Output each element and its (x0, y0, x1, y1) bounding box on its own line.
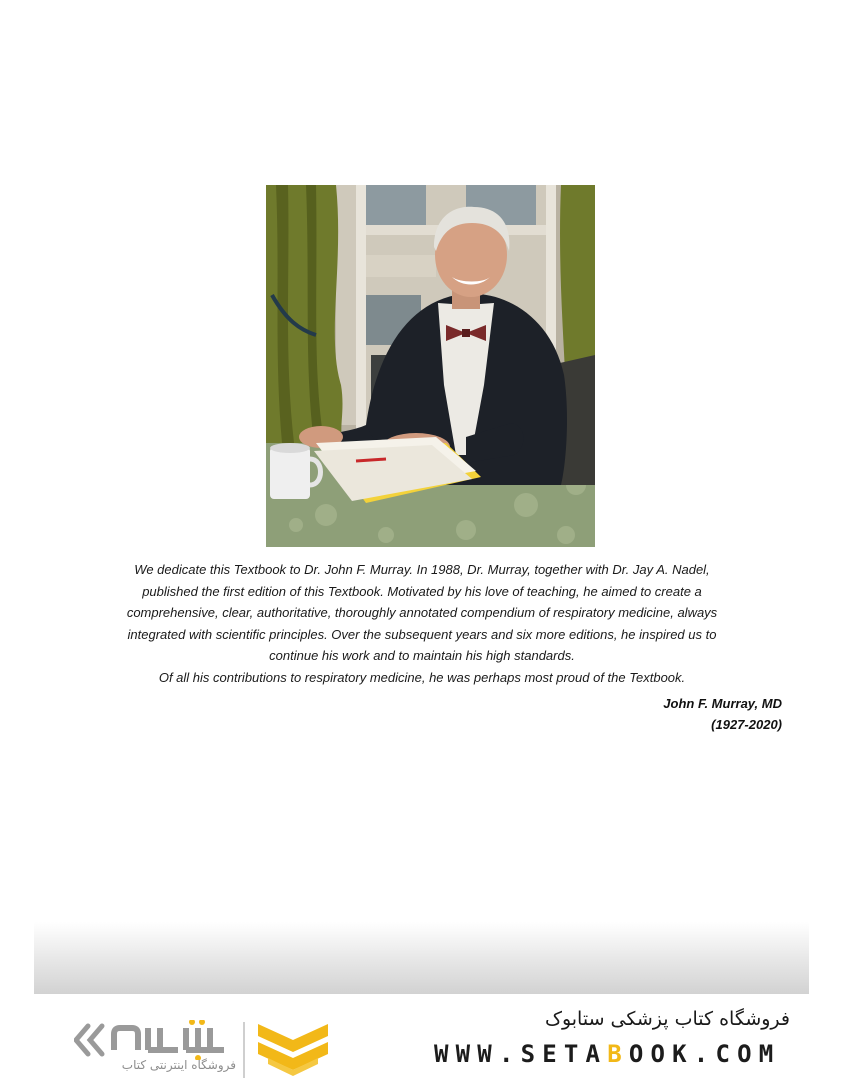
footer-gradient-band (34, 922, 809, 994)
logo-subtitle: فروشگاه اینترنتی کتاب (121, 1058, 236, 1072)
dedication-line: Of all his contributions to respiratory medicine, he was perhaps most proud of the Textbook. (158, 669, 686, 685)
setabook-logo[interactable] (70, 1014, 340, 1080)
url-suffix: OOK.COM (628, 1040, 781, 1068)
logo-wordmark-icon (74, 1020, 244, 1060)
signature-years: (1927-2020) (711, 717, 782, 732)
signature-block (663, 693, 782, 735)
logo-chevron-icon (256, 1018, 330, 1076)
signature-name: John F. Murray, MD (663, 696, 782, 711)
dedication-line: integrated with scientific principles. Over the subsequent years and six more editions, he inspired us to (127, 626, 717, 642)
dedication-text (70, 559, 774, 688)
url-prefix: WWW.SETA (434, 1040, 608, 1068)
dedication-line: We dedicate this Textbook to Dr. John F. Murray. In 1988, Dr. Murray, together with Dr. Jay A. Nadel, (134, 562, 710, 577)
dedication-line: published the first edition of this Textbook. Motivated by his love of teaching, he aimed to create a (142, 583, 702, 599)
dedication-line: continue his work and to maintain his high standards. (269, 648, 575, 663)
portrait-photo (266, 185, 595, 547)
store-title: فروشگاه کتاب پزشکی ستابوک (544, 1008, 790, 1030)
logo-divider (243, 1022, 245, 1078)
dedication-line: comprehensive, clear, authoritative, thoroughly annotated compendium of respiratory medicine, always (126, 605, 718, 620)
url-accent-letter: B (607, 1040, 629, 1068)
portrait-illustration (266, 185, 595, 547)
store-url-link[interactable] (434, 1040, 780, 1068)
